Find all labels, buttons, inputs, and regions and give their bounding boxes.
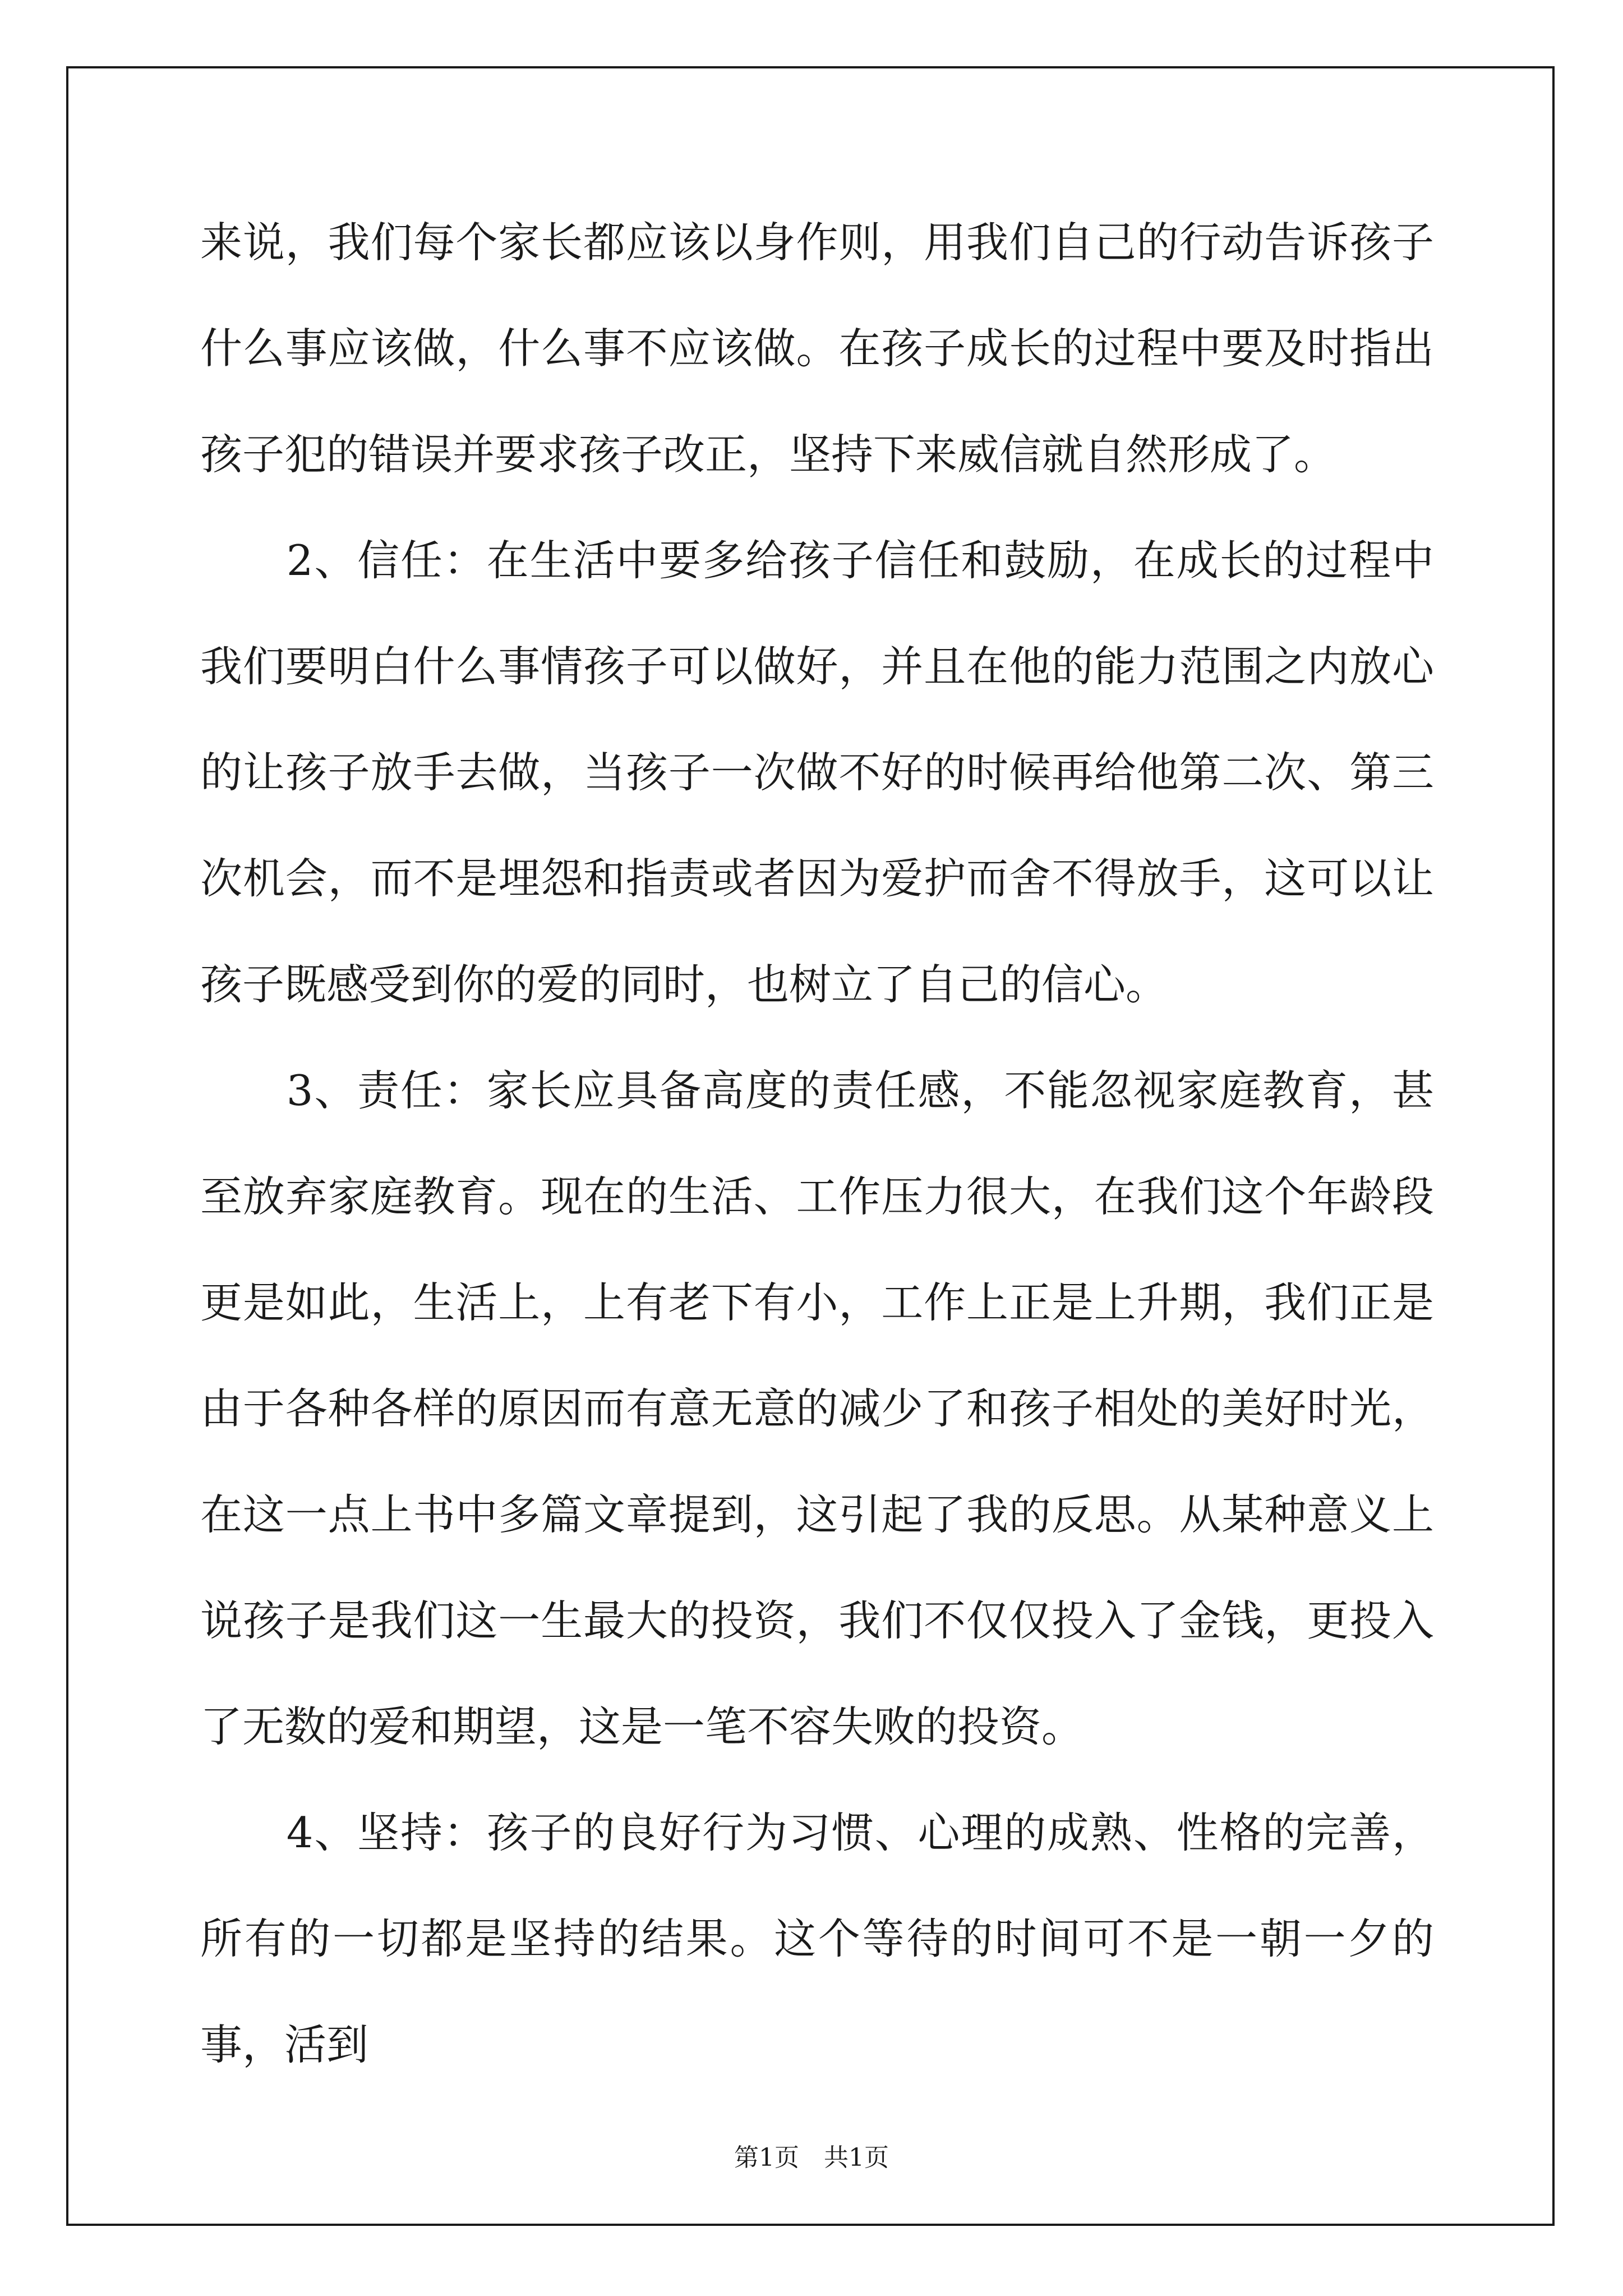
page-number-footer: 第1页 共1页: [734, 2143, 889, 2172]
document-body: [200, 190, 1434, 2098]
paragraph-4: 4、坚持：孩子的良好行为习惯、心理的成熟、性格的完善，所有的一切都是坚持的结果。这个等待的时间可不是一朝一夕的事，活到: [200, 1808, 1434, 2069]
paragraph-2: 2、信任：在生活中要多给孩子信任和鼓励，在成长的过程中我们要明白什么事情孩子可以做好，并且在他的能力范围之内放心的让孩子放手去做，当孩子一次做不好的时候再给他第二次、第三次机会，而不是埋怨和指责或者因为爱护而舍不得放手，这可以让孩子既感受到你的爱的同时，也树立了自己的信心。: [200, 536, 1434, 1009]
paragraph-1: 来说，我们每个家长都应该以身作则，用我们自己的行动告诉孩子什么事应该做，什么事不应该做。在孩子成长的过程中要及时指出孩子犯的错误并要求孩子改正，坚持下来威信就自然形成了。: [200, 218, 1434, 479]
paragraph-3: 3、责任：家长应具备高度的责任感，不能忽视家庭教育，甚至放弃家庭教育。现在的生活、工作压力很大，在我们这个年龄段更是如此，生活上，上有老下有小，工作上正是上升期，我们正是由于各种各样的原因而有意无意的减少了和孩子相处的美好时光，在这一点上书中多篇文章提到，这引起了我的反思。从某种意义上说孩子是我们这一生最大的投资，我们不仅仅投入了金钱，更投入了无数的爱和期望，这是一笔不容失败的投资。: [200, 1066, 1434, 1751]
